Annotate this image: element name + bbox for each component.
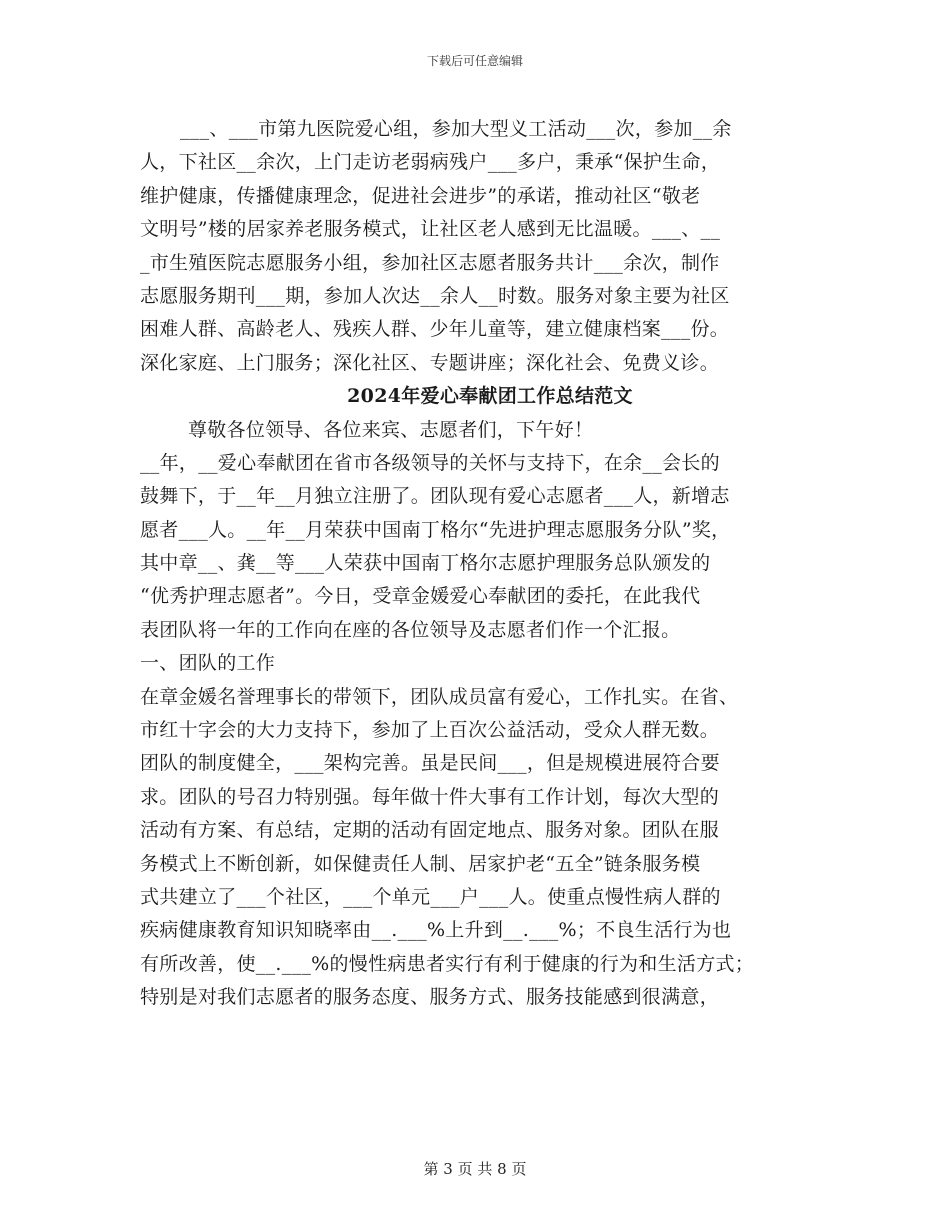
- section-heading: 一、团队的工作: [140, 652, 276, 675]
- paragraph-line: 在章金媛名誉理事长的带领下，团队成员富有爱心，工作扎实。在省、: [140, 685, 739, 708]
- paragraph-line: 维护健康，传播健康理念，促进社会进步”的承诺，推动社区“敬老: [140, 184, 701, 207]
- paragraph-line: 志愿服务期刊___期，参加人次达__余人__时数。服务对象主要为社区: [140, 284, 730, 307]
- paragraph-line: 特别是对我们志愿者的服务态度、服务方式、服务技能感到很满意，: [140, 986, 720, 1009]
- document-body: [140, 113, 820, 1015]
- paragraph-line: 疾病健康教育知识知晓率由__.___%上升到__.___%；不良生活行为也: [140, 919, 732, 942]
- greeting-line: 尊敬各位领导、各位来宾、志愿者们，下午好！: [188, 418, 594, 441]
- paragraph-line: ___、___市第九医院爱心组，参加大型义工活动___次，参加__余: [180, 118, 732, 140]
- paragraph-line: 活动有方案、有总结，定期的活动有固定地点、服务对象。团队在服: [140, 819, 720, 842]
- section-title: 2024年爱心奉献团工作总结范文: [347, 385, 633, 408]
- paragraph-line: 其中章__、龚__等___人荣获中国南丁格尔志愿护理服务总队颁发的: [140, 552, 711, 575]
- paragraph-line: 求。团队的号召力特别强。每年做十件大事有工作计划，每次大型的: [140, 785, 720, 808]
- paragraph-line: 文明号”楼的居家养老服务模式，让社区老人感到无比温暖。___、__: [140, 218, 721, 241]
- paragraph-line: “优秀护理志愿者”。今日，受章金媛爱心奉献团的委托，在此我代: [140, 585, 701, 608]
- paragraph-line: 团队的制度健全，___架构完善。虽是民间___，但是规模进展符合要: [140, 752, 720, 775]
- paragraph-line: 鼓舞下，于__年__月独立注册了。团队现有爱心志愿者___人，新增志: [140, 485, 730, 508]
- paragraph-line: 市红十字会的大力支持下，参加了上百次公益活动，受众人群无数。: [140, 719, 720, 742]
- page-header: 下载后可任意编辑: [426, 54, 523, 68]
- paragraph-line: 务模式上不断创新，如保健责任人制、居家护老“五全”链条服务模: [140, 852, 701, 875]
- paragraph-line: 式共建立了___个社区，___个单元___户___人。使重点慢性病人群的: [140, 885, 721, 908]
- page-number: 第 3 页 共 8 页: [423, 1160, 527, 1178]
- paragraph-line: 人，下社区__余次，上门走访老弱病残户___多户，秉承“保护生命，: [140, 151, 721, 174]
- paragraph-line: 表团队将一年的工作向在座的各位领导及志愿者们作一个汇报。: [140, 618, 681, 641]
- paragraph-line: 愿者___人。__年__月荣获中国南丁格尔“先进护理志愿服务分队”奖，: [140, 518, 731, 541]
- paragraph-line: 困难人群、高龄老人、残疾人群、少年儿童等，建立健康档案___份。: [140, 318, 730, 341]
- paragraph-line: 深化家庭、上门服务；深化社区、专题讲座；深化社会、免费义诊。: [140, 351, 720, 374]
- paragraph-line: _市生殖医院志愿服务小组，参加社区志愿者服务共计___余次，制作: [140, 251, 720, 274]
- paragraph-line: 有所改善，使__.___%的慢性病患者实行有利于健康的行为和生活方式；: [140, 952, 755, 975]
- paragraph-line: __年，__爱心奉献团在省市各级领导的关怀与支持下，在余__会长的: [140, 451, 720, 474]
